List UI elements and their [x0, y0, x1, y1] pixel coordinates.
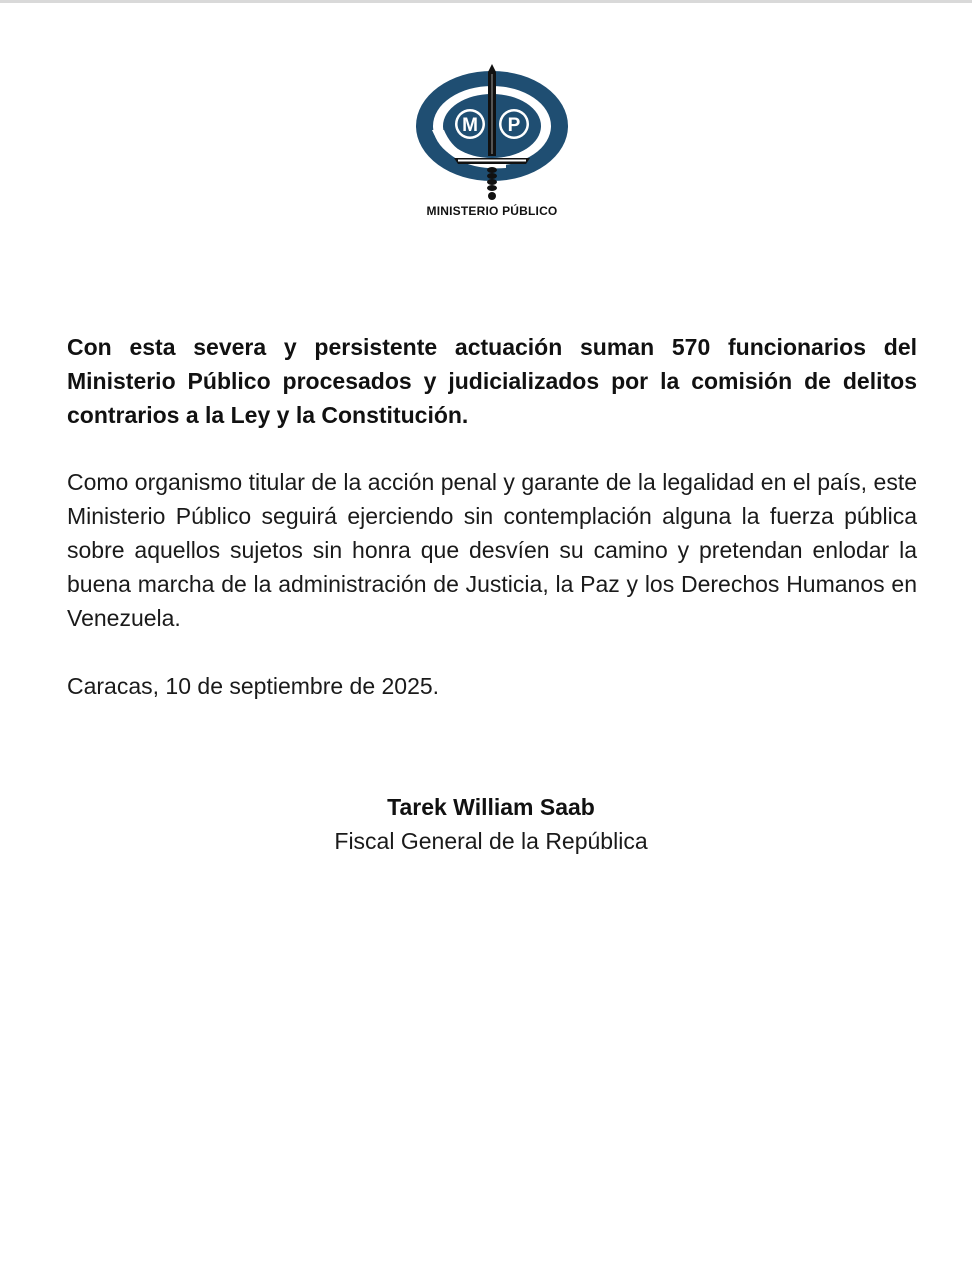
logo-caption: MINISTERIO PÚBLICO	[426, 204, 558, 218]
statement-paragraph-bold: Con esta severa y persistente actuación suman 570 funcionarios del Ministerio Público procesados y judicializados por la comisión de delitos contrarios a la Ley y la Constitución.	[67, 334, 917, 428]
signatory-title: Fiscal General de la República	[334, 828, 648, 854]
logo-emblem-icon	[410, 60, 574, 202]
logo-initial-p: P	[507, 115, 521, 136]
statement-paragraph: Como organismo titular de la acción penal y garante de la legalidad en el país, este Ministerio Público seguirá ejerciendo sin contemplación alguna la fuerza pública sobre aquellos sujetos sin honra que desvíen su camino y pretendan enlodar la buena marcha de la administración de Justicia, la Paz y los Derechos Humanos en Venezuela.	[67, 469, 917, 631]
signatory-name: Tarek William Saab	[387, 794, 595, 820]
logo-initial-m: M	[462, 115, 478, 136]
date-line: Caracas, 10 de septiembre de 2025.	[67, 673, 440, 699]
ministerio-publico-logo	[410, 60, 574, 230]
signature-block	[0, 790, 972, 858]
page-top-edge	[0, 0, 972, 3]
